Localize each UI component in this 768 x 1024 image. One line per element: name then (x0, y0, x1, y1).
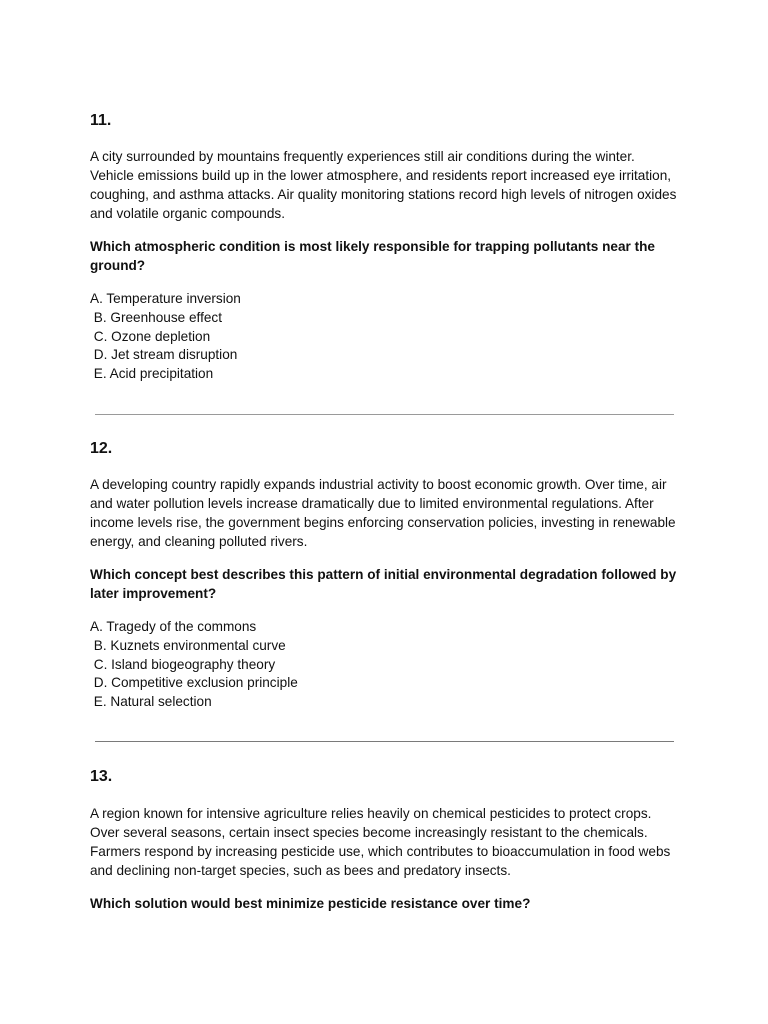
answer-option-e: E. Acid precipitation (90, 366, 214, 382)
section-divider (95, 414, 674, 415)
question-passage: A developing country rapidly expands industrial activity to boost economic growth. Over time, air and water pollution levels increase dramatically due to limited environmental regulations. After income levels rise, the government begins enforcing conservation policies, investing in renewable energy, and cleaning polluted rivers. (90, 477, 676, 549)
question-12 (90, 439, 680, 712)
answer-option-c: C. Island biogeography theory (90, 656, 276, 672)
question-number: 13. (90, 768, 113, 785)
question-11 (90, 111, 680, 384)
question-number: 11. (90, 112, 112, 129)
question-passage: A city surrounded by mountains frequently experiences still air conditions during the winter. Vehicle emissions build up in the lower atmosphere, and residents report increased eye irritation, coughing, and asthma attacks. Air quality monitoring stations record high levels of nitrogen oxides and volatile organic compounds. (90, 149, 677, 221)
answer-option-e: E. Natural selection (90, 694, 212, 710)
answer-option-a: A. Tragedy of the commons (90, 619, 257, 634)
section-divider (95, 741, 674, 742)
answer-option-a: A. Temperature inversion (90, 291, 241, 306)
question-prompt: Which atmospheric condition is most likely responsible for trapping pollutants near the ground? (90, 239, 655, 273)
answer-option-b: B. Kuznets environmental curve (90, 637, 286, 653)
question-13 (90, 767, 680, 913)
question-passage: A region known for intensive agriculture relies heavily on chemical pesticides to protect crops. Over several seasons, certain insect species become increasingly resistant to the chemicals. Farmers respond by increasing pesticide use, which contributes to bioaccumulation in food webs and declining non-target species, such as bees and predatory insects. (90, 806, 671, 878)
answer-options (90, 290, 680, 384)
answer-options (90, 618, 680, 712)
answer-option-d: D. Competitive exclusion principle (90, 675, 298, 691)
question-number: 12. (90, 440, 113, 457)
answer-option-b: B. Greenhouse effect (90, 309, 222, 325)
question-prompt: Which solution would best minimize pesticide resistance over time? (90, 896, 531, 911)
question-prompt: Which concept best describes this pattern of initial environmental degradation followed by later improvement? (90, 567, 677, 601)
answer-option-c: C. Ozone depletion (90, 328, 211, 344)
answer-option-d: D. Jet stream disruption (90, 347, 238, 363)
